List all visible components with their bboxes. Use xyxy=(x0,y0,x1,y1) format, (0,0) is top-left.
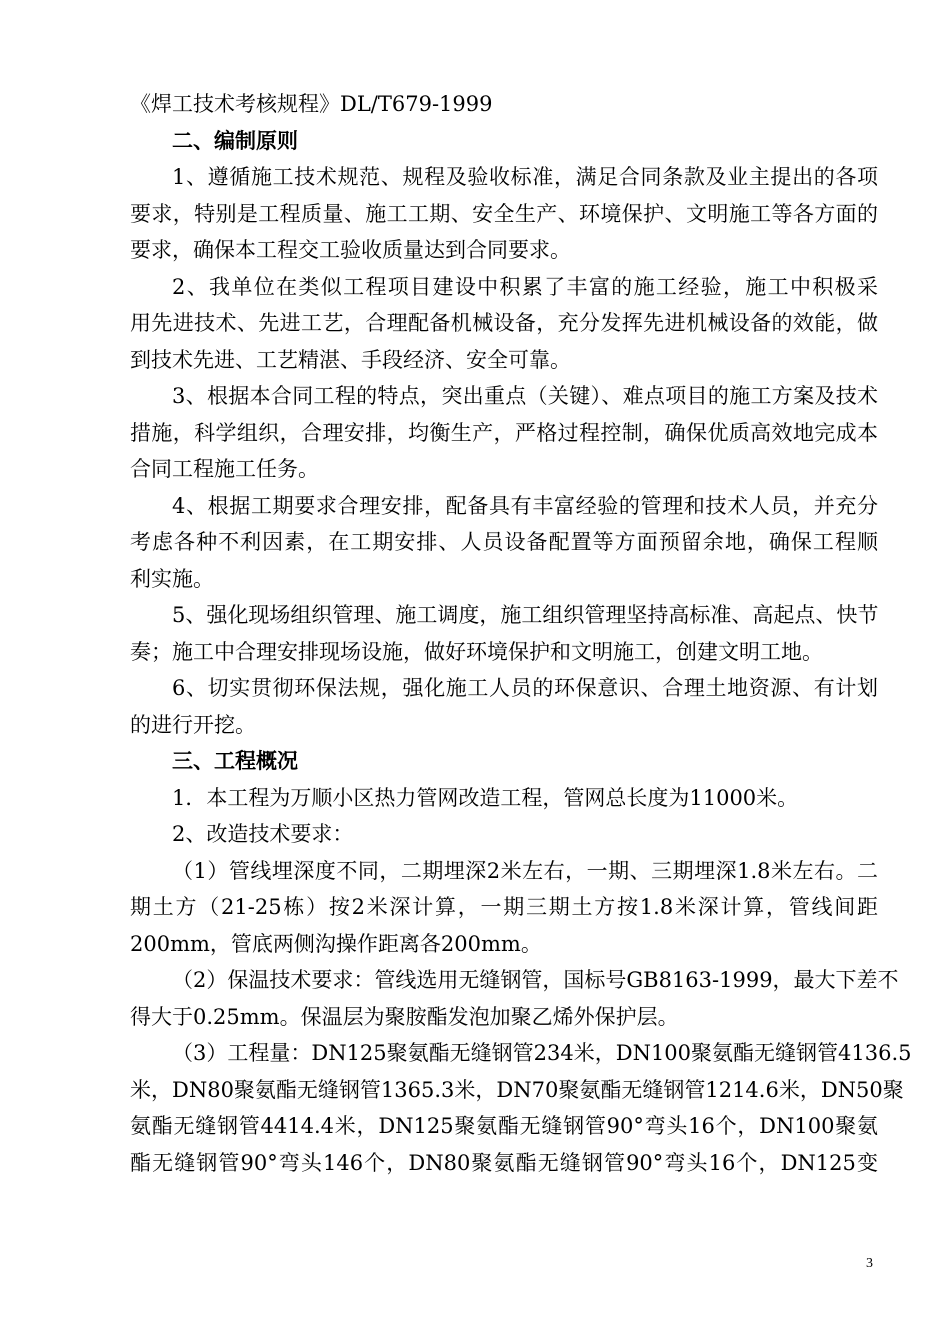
paragraph-line: 米，DN80聚氨酯无缝钢管1365.3米，DN70聚氨酯无缝钢管1214.6米，DN50聚 xyxy=(130,1077,904,1102)
paragraph-line: 1．本工程为万顺小区热力管网改造工程，管网总长度为11000米。 xyxy=(172,785,799,810)
paragraph-line: （3）工程量：DN125聚氨酯无缝钢管234米，DN100聚氨酯无缝钢管4136.5 xyxy=(172,1041,912,1065)
paragraph-line: 措施，科学组织，合理安排，均衡生产，严格过程控制，确保优质高效地完成本 xyxy=(130,420,878,445)
paragraph-line: 期土方（21-25栋）按2米深计算，一期三期土方按1.8米深计算，管线间距 xyxy=(130,895,878,919)
paragraph-line: 考虑各种不利因素，在工期安排、人员设备配置等方面预留余地，确保工程顺 xyxy=(130,530,878,554)
paragraph xyxy=(130,1035,912,1181)
paragraph-line: 奏；施工中合理安排现场设施，做好环境保护和文明施工，创建文明工地。 xyxy=(130,639,823,664)
paragraph-line: 要求，确保本工程交工验收质量达到合同要求。 xyxy=(130,238,571,262)
page-number: 3 xyxy=(866,1256,873,1271)
paragraph xyxy=(130,269,878,379)
paragraph xyxy=(130,488,878,598)
paragraph-line: 5、强化现场组织管理、施工调度，施工组织管理坚持高标准、高起点、快节 xyxy=(172,603,879,627)
paragraph xyxy=(130,853,878,963)
document-page xyxy=(130,86,912,1181)
paragraph-line: 要求，特别是工程质量、施工工期、安全生产、环境保护、文明施工等各方面的 xyxy=(130,201,878,226)
section-heading-overview: 三、工程概况 xyxy=(172,748,298,773)
paragraph-line: 4、根据工期要求合理安排，配备具有丰富经验的管理和技术人员，并充分 xyxy=(172,493,878,518)
paragraph xyxy=(130,378,878,488)
paragraph xyxy=(130,159,878,269)
paragraph xyxy=(130,962,899,1035)
paragraph-line: （1）管线埋深度不同，二期埋深2米左右，一期、三期埋深1.8米左右。二 xyxy=(172,858,878,883)
paragraph-line: 2、我单位在类似工程项目建设中积累了丰富的施工经验，施工中积极采 xyxy=(172,274,878,299)
paragraph xyxy=(130,780,878,817)
reference-line: 《焊工技术考核规程》DL/T679-1999 xyxy=(130,92,493,116)
paragraph-line: 2、改造技术要求： xyxy=(172,822,354,846)
paragraph-line: （2）保温技术要求：管线选用无缝钢管，国标号GB8163-1999，最大下差不 xyxy=(172,968,899,992)
paragraph-line: 6、切实贯彻环保法规，强化施工人员的环保意识、合理土地资源、有计划 xyxy=(172,676,878,700)
paragraph-line: 的进行开挖。 xyxy=(130,712,256,737)
paragraph-line: 用先进技术、先进工艺，合理配备机械设备，充分发挥先进机械设备的效能，做 xyxy=(130,311,878,335)
paragraph xyxy=(130,597,878,670)
paragraph-line: 得大于0.25mm。保温层为聚胺酯发泡加聚乙烯外保护层。 xyxy=(130,1004,679,1029)
paragraph-line: 氨酯无缝钢管4414.4米，DN125聚氨酯无缝钢管90°弯头16个，DN100聚氨 xyxy=(130,1114,878,1138)
paragraph-line: 酯无缝钢管90°弯头146个，DN80聚氨酯无缝钢管90°弯头16个，DN125变 xyxy=(130,1150,878,1175)
paragraph-line: 利实施。 xyxy=(130,566,214,591)
paragraph xyxy=(130,816,878,853)
paragraph-line: 3、根据本合同工程的特点，突出重点（关键）、难点项目的施工方案及技术 xyxy=(172,384,878,408)
section-heading-principles: 二、编制原则 xyxy=(172,127,298,153)
paragraph xyxy=(130,670,878,743)
paragraph-line: 200mm，管底两侧沟操作距离各200mm。 xyxy=(130,931,542,956)
paragraph-line: 到技术先进、工艺精湛、手段经济、安全可靠。 xyxy=(130,347,571,372)
paragraph-line: 1、遵循施工技术规范、规程及验收标准，满足合同条款及业主提出的各项 xyxy=(172,165,878,189)
paragraph-line: 合同工程施工任务。 xyxy=(130,457,319,481)
